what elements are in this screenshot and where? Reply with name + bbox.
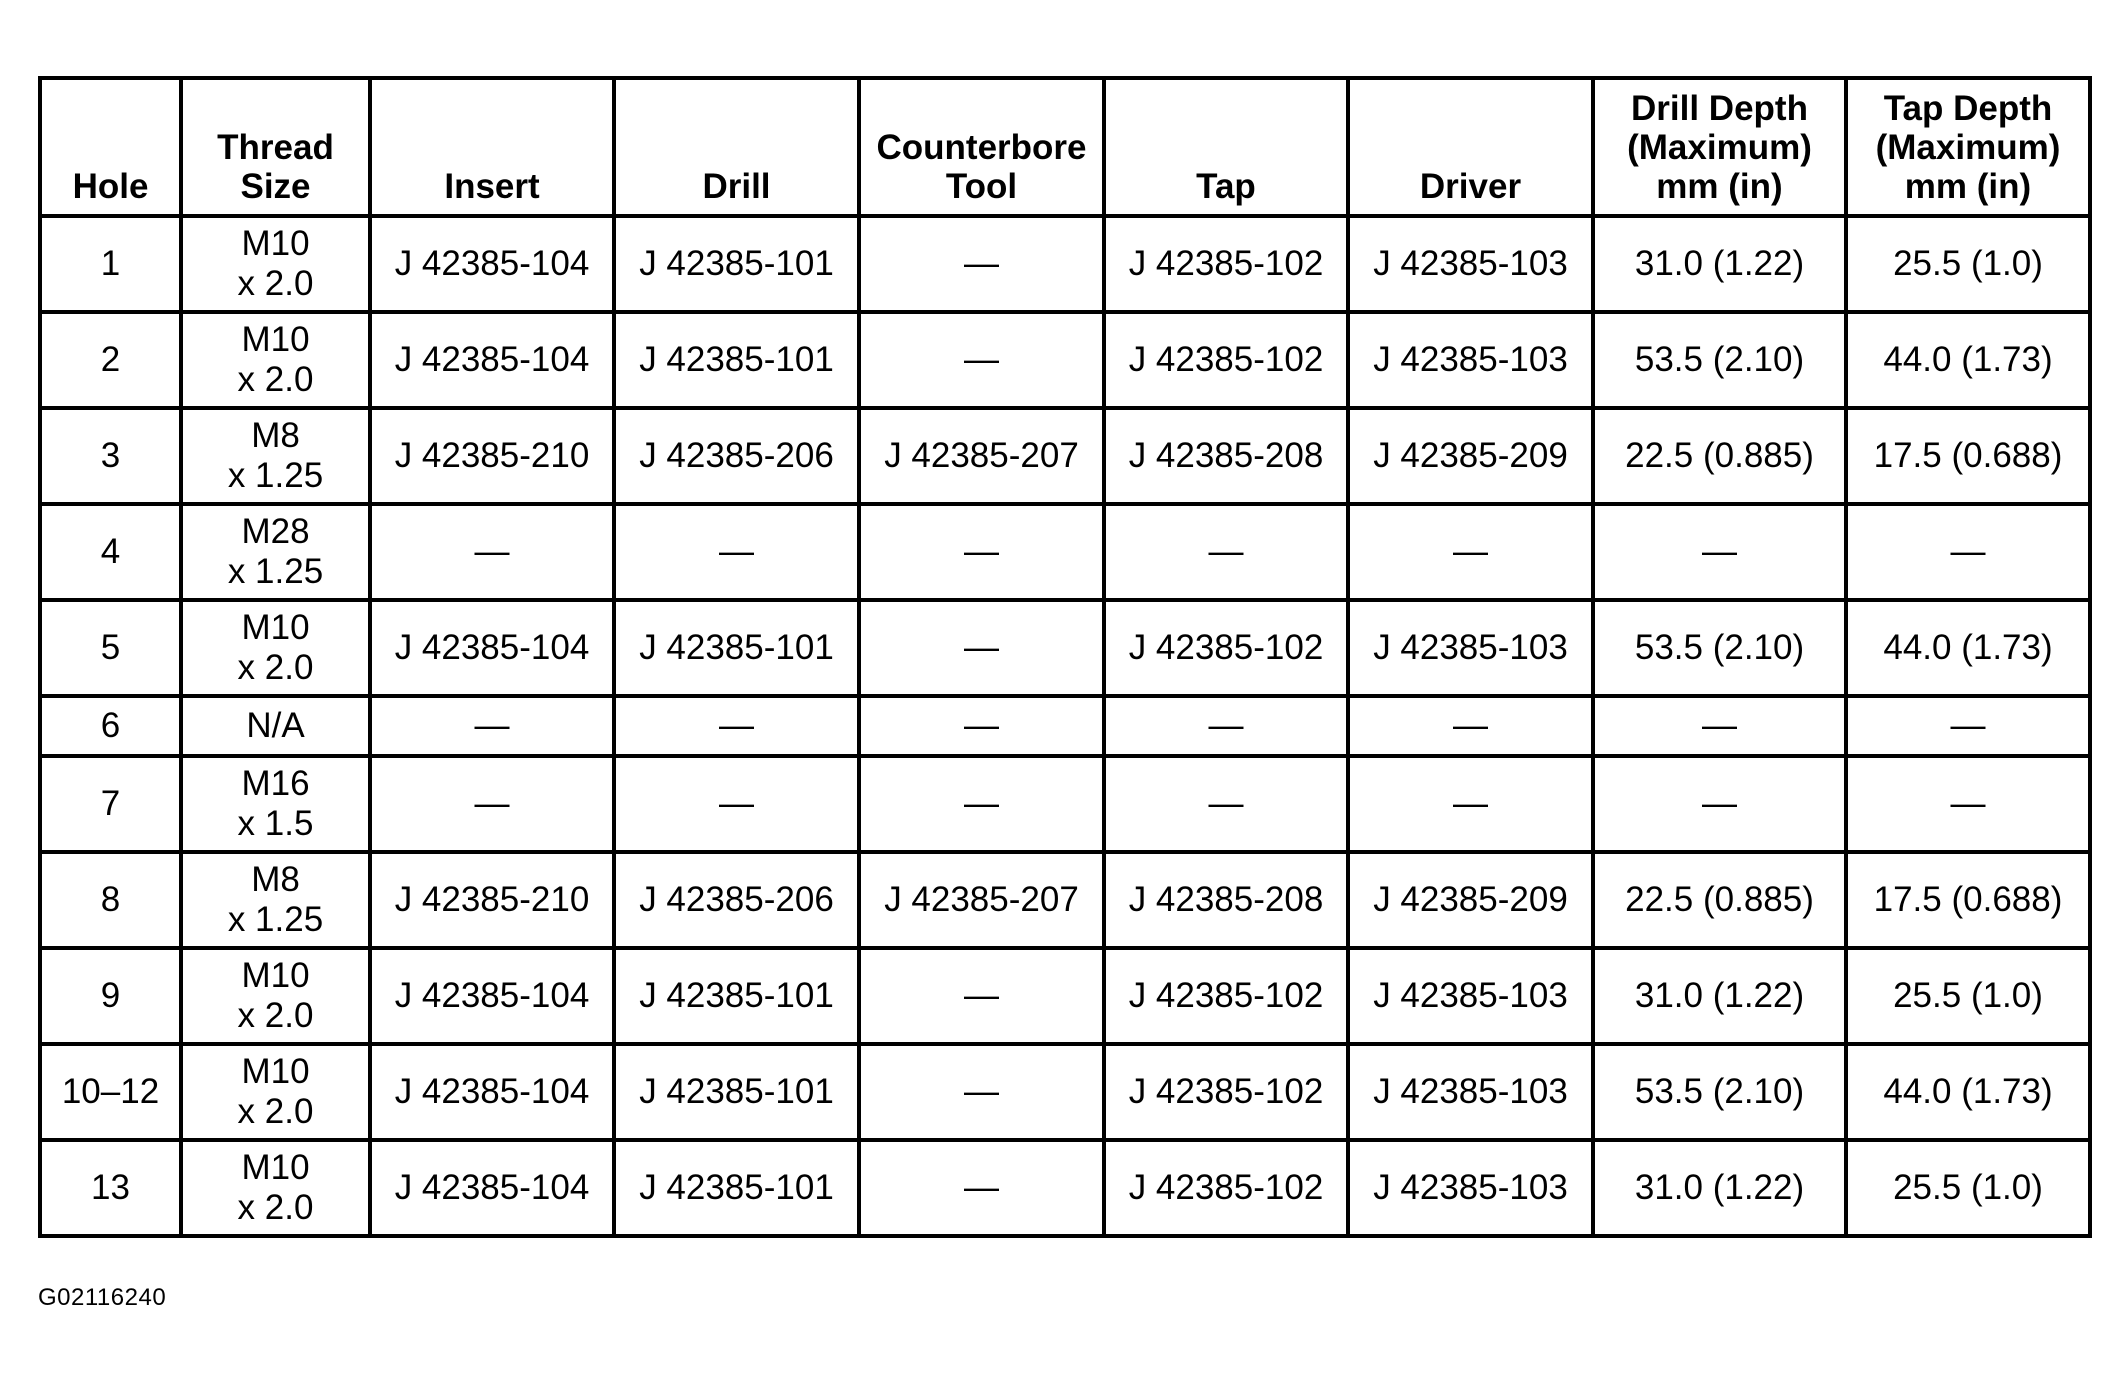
cell-insert: J 42385-104 [370,600,614,696]
cell-drill: J 42385-101 [614,216,859,312]
cell-thread-size: M8 x 1.25 [181,408,370,504]
cell-thread-size: M10 x 2.0 [181,312,370,408]
cell-thread-size: M10 x 2.0 [181,600,370,696]
cell-counterbore-tool: — [859,948,1104,1044]
header-tap: Tap [1104,78,1348,216]
header-tap-depth: Tap Depth (Maximum) mm (in) [1846,78,2090,216]
cell-hole: 3 [40,408,181,504]
cell-tap: J 42385-102 [1104,312,1348,408]
table-row [40,312,2090,408]
cell-driver: J 42385-209 [1348,852,1593,948]
cell-thread-size: M8 x 1.25 [181,852,370,948]
cell-counterbore-tool: — [859,756,1104,852]
cell-counterbore-tool: J 42385-207 [859,408,1104,504]
cell-tap: J 42385-102 [1104,1044,1348,1140]
cell-drill: J 42385-101 [614,600,859,696]
cell-tap-depth: 44.0 (1.73) [1846,312,2090,408]
cell-drill: J 42385-206 [614,852,859,948]
cell-drill: J 42385-101 [614,1140,859,1236]
cell-tap: J 42385-102 [1104,1140,1348,1236]
cell-tap: J 42385-208 [1104,408,1348,504]
cell-tap-depth: 44.0 (1.73) [1846,600,2090,696]
cell-drill: J 42385-101 [614,948,859,1044]
cell-insert: J 42385-210 [370,408,614,504]
tool-specification-table [38,76,2092,1238]
cell-driver: J 42385-103 [1348,1044,1593,1140]
cell-drill-depth: 31.0 (1.22) [1593,1140,1846,1236]
cell-hole: 13 [40,1140,181,1236]
header-counterbore-tool: Counterbore Tool [859,78,1104,216]
cell-tap-depth: 25.5 (1.0) [1846,948,2090,1044]
cell-tap-depth: 25.5 (1.0) [1846,1140,2090,1236]
cell-driver: J 42385-209 [1348,408,1593,504]
cell-counterbore-tool: — [859,1140,1104,1236]
cell-hole: 7 [40,756,181,852]
cell-drill: — [614,504,859,600]
header-insert: Insert [370,78,614,216]
cell-tap-depth: 25.5 (1.0) [1846,216,2090,312]
cell-driver: — [1348,696,1593,756]
cell-driver: J 42385-103 [1348,600,1593,696]
cell-insert: — [370,696,614,756]
header-thread-size: Thread Size [181,78,370,216]
header-driver: Driver [1348,78,1593,216]
table-row [40,504,2090,600]
table-row [40,216,2090,312]
cell-thread-size: M10 x 2.0 [181,1140,370,1236]
cell-counterbore-tool: J 42385-207 [859,852,1104,948]
cell-driver: J 42385-103 [1348,216,1593,312]
cell-counterbore-tool: — [859,696,1104,756]
cell-insert: — [370,756,614,852]
table-row [40,600,2090,696]
cell-drill-depth: — [1593,504,1846,600]
table-row [40,1044,2090,1140]
cell-tap: — [1104,504,1348,600]
cell-hole: 4 [40,504,181,600]
cell-tap: J 42385-208 [1104,852,1348,948]
table-row [40,696,2090,756]
cell-drill-depth: 53.5 (2.10) [1593,312,1846,408]
cell-thread-size: M28 x 1.25 [181,504,370,600]
cell-driver: J 42385-103 [1348,948,1593,1044]
tool-specification-table-container [38,76,2092,1238]
cell-drill-depth: — [1593,696,1846,756]
cell-tap-depth: 17.5 (0.688) [1846,852,2090,948]
cell-counterbore-tool: — [859,1044,1104,1140]
cell-driver: J 42385-103 [1348,1140,1593,1236]
cell-thread-size: M10 x 2.0 [181,216,370,312]
table-row [40,408,2090,504]
cell-tap: — [1104,696,1348,756]
cell-insert: J 42385-210 [370,852,614,948]
cell-thread-size: M10 x 2.0 [181,948,370,1044]
cell-drill-depth: 53.5 (2.10) [1593,1044,1846,1140]
cell-hole: 9 [40,948,181,1044]
cell-insert: J 42385-104 [370,216,614,312]
cell-tap-depth: — [1846,504,2090,600]
cell-hole: 8 [40,852,181,948]
cell-hole: 1 [40,216,181,312]
cell-tap: J 42385-102 [1104,216,1348,312]
cell-tap: J 42385-102 [1104,600,1348,696]
cell-drill: — [614,756,859,852]
cell-drill: J 42385-101 [614,1044,859,1140]
cell-insert: — [370,504,614,600]
cell-thread-size: N/A [181,696,370,756]
cell-drill-depth: — [1593,756,1846,852]
header-row [40,78,2090,216]
table-row [40,756,2090,852]
cell-tap: — [1104,756,1348,852]
cell-insert: J 42385-104 [370,312,614,408]
cell-driver: J 42385-103 [1348,312,1593,408]
cell-driver: — [1348,756,1593,852]
cell-drill-depth: 53.5 (2.10) [1593,600,1846,696]
cell-counterbore-tool: — [859,216,1104,312]
cell-insert: J 42385-104 [370,948,614,1044]
cell-insert: J 42385-104 [370,1140,614,1236]
cell-hole: 5 [40,600,181,696]
table-row [40,1140,2090,1236]
cell-counterbore-tool: — [859,600,1104,696]
cell-thread-size: M16 x 1.5 [181,756,370,852]
cell-drill: J 42385-206 [614,408,859,504]
cell-counterbore-tool: — [859,312,1104,408]
cell-thread-size: M10 x 2.0 [181,1044,370,1140]
figure-id-label: G02116240 [38,1284,167,1311]
cell-drill-depth: 22.5 (0.885) [1593,408,1846,504]
cell-tap-depth: — [1846,756,2090,852]
cell-tap-depth: — [1846,696,2090,756]
cell-counterbore-tool: — [859,504,1104,600]
header-drill-depth: Drill Depth (Maximum) mm (in) [1593,78,1846,216]
header-drill: Drill [614,78,859,216]
cell-drill: — [614,696,859,756]
table-body [40,216,2090,1236]
cell-drill: J 42385-101 [614,312,859,408]
cell-drill-depth: 31.0 (1.22) [1593,216,1846,312]
table-row [40,852,2090,948]
header-hole: Hole [40,78,181,216]
cell-tap-depth: 17.5 (0.688) [1846,408,2090,504]
cell-tap: J 42385-102 [1104,948,1348,1044]
cell-insert: J 42385-104 [370,1044,614,1140]
cell-hole: 10–12 [40,1044,181,1140]
cell-hole: 2 [40,312,181,408]
cell-driver: — [1348,504,1593,600]
cell-drill-depth: 22.5 (0.885) [1593,852,1846,948]
cell-drill-depth: 31.0 (1.22) [1593,948,1846,1044]
table-row [40,948,2090,1044]
cell-hole: 6 [40,696,181,756]
cell-tap-depth: 44.0 (1.73) [1846,1044,2090,1140]
